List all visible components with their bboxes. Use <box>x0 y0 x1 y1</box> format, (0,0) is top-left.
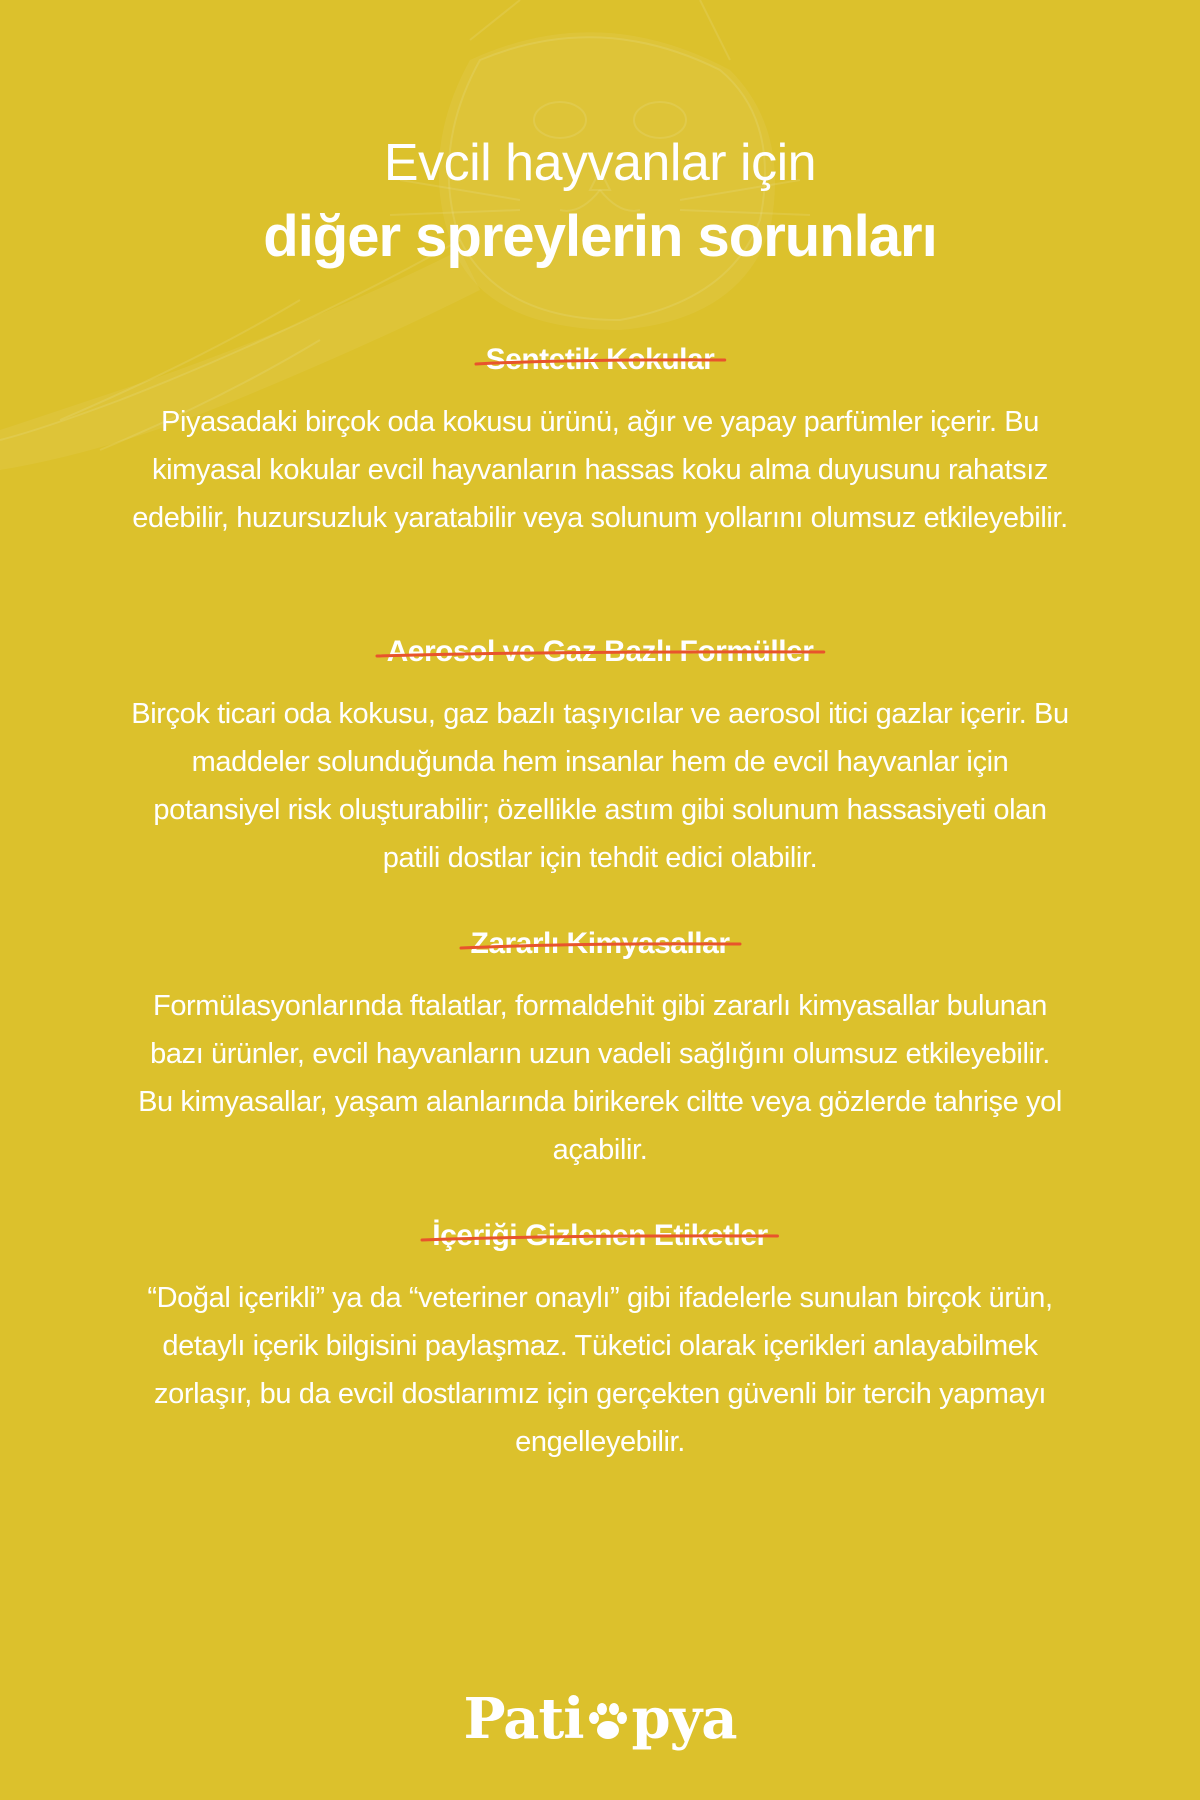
section-body: Formülasyonlarında ftalatlar, formaldehit gibi zararlı kimyasallar bulunan bazı ürünler, evcil hayvanların uzun vadeli sağlığını olumsuz etkileyebilir. Bu kimyasallar, yaşam alanlarında birikerek ciltte veya gözlerde tahrişe yol açabilir. <box>138 990 1062 1166</box>
heading-line-2: diğer spreylerin sorunları <box>263 204 937 269</box>
patiopya-logo <box>0 1684 1200 1754</box>
strikethrough-line <box>461 938 740 954</box>
section-title-text: Sentetik Kokular <box>485 343 715 376</box>
paw-icon <box>585 1700 631 1744</box>
strikethrough-line <box>476 354 725 370</box>
logo-text-part-1: Pati <box>463 1686 584 1752</box>
strikethrough-line <box>377 646 824 662</box>
section-title-text: İçeriği Gizlenen Etiketler <box>432 1219 768 1252</box>
section-title-text: Zararlı Kimyasallar <box>470 927 730 960</box>
problems-list <box>120 338 1080 1506</box>
section-title <box>476 338 725 382</box>
strikethrough-line <box>422 1230 777 1246</box>
problem-section <box>120 1214 1080 1506</box>
section-body: Piyasadaki birçok oda kokusu ürünü, ağır ve yapay parfümler içerir. Bu kimyasal kokular evcil hayvanların hassas koku alma duyusunu rahatsız edebilir, huzursuzluk yaratabilir veya solunum yollarını olumsuz etkileyebilir. <box>132 406 1068 534</box>
problem-section <box>120 922 1080 1214</box>
problem-section <box>120 630 1080 922</box>
section-title-text: Aerosol ve Gaz Bazlı Formüller <box>386 635 814 668</box>
logo-text-part-2: pya <box>631 1686 737 1752</box>
heading-line-1: Evcil hayvanlar için <box>383 134 817 192</box>
page-heading <box>0 128 1200 276</box>
section-body: “Doğal içerikli” ya da “veteriner onaylı” gibi ifadelerle sunulan birçok ürün, detaylı içerik bilgisini paylaşmaz. Tüketici olarak içerikleri anlayabilmek zorlaşır, bu da evcil dostlarımız için gerçekten güvenli bir tercih yapmayı engelleyebilir. <box>147 1282 1053 1458</box>
section-body: Birçok ticari oda kokusu, gaz bazlı taşıyıcılar ve aerosol itici gazlar içerir. Bu maddeler solunduğunda hem insanlar hem de evcil hayvanlar için potansiyel risk oluşturabilir; özellikle astım gibi solunum hassasiyeti olan patili dostlar için tehdit edici olabilir. <box>131 698 1069 874</box>
problem-section <box>120 338 1080 630</box>
section-title <box>461 922 740 966</box>
section-title <box>377 630 824 674</box>
section-title <box>422 1214 777 1258</box>
